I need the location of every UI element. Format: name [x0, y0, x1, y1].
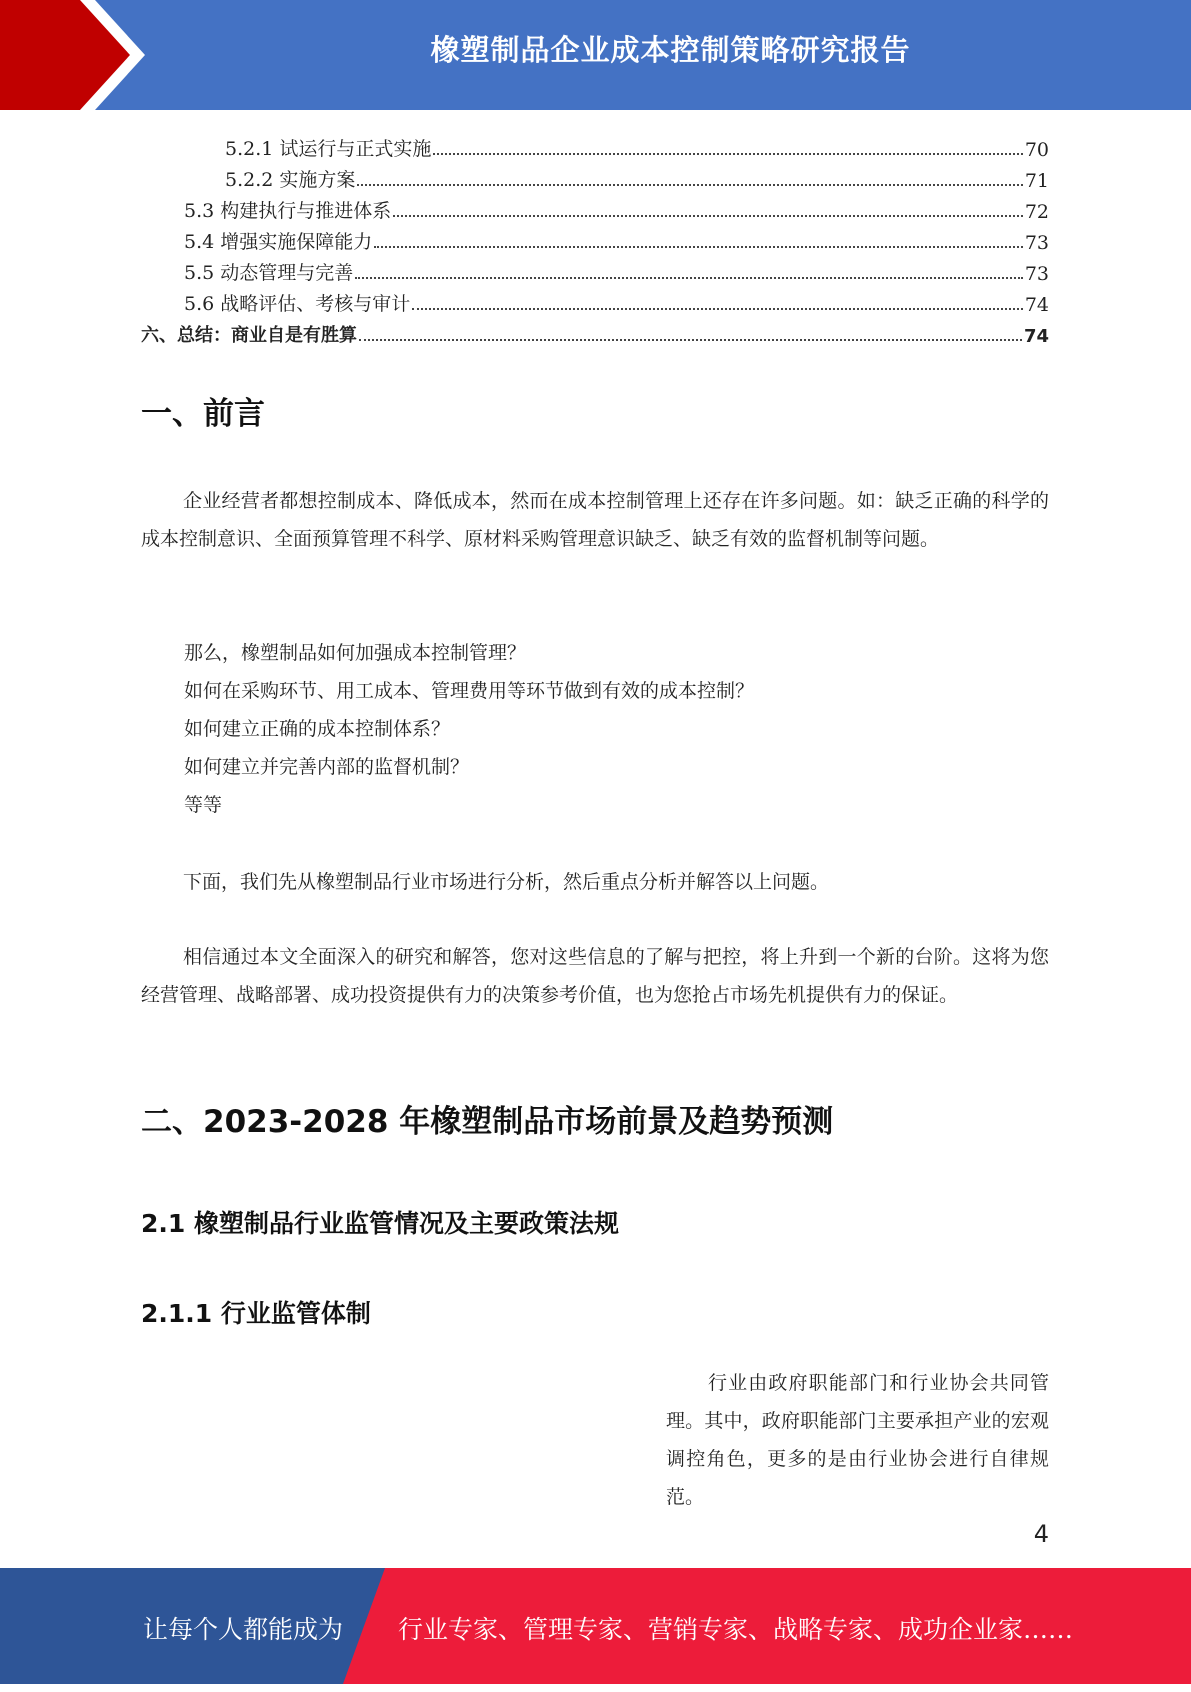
section-heading-market-outlook: 二、2023-2028 年橡塑制品市场前景及趋势预测	[141, 1104, 834, 1140]
toc-entry[interactable]	[141, 285, 1049, 316]
toc-entry-page: 74	[1023, 326, 1049, 347]
toc-entry-page: 70	[1024, 139, 1049, 161]
page-number: 4	[1033, 1520, 1049, 1548]
toc-entry[interactable]	[141, 130, 1049, 161]
toc-entry-label: 5.4 增强实施保障能力	[184, 231, 373, 253]
toc-entry-label: 5.2.2 实施方案	[225, 169, 356, 191]
toc-leader-dots	[359, 338, 1022, 341]
toc-entry-label: 5.6 战略评估、考核与审计	[184, 293, 411, 315]
toc-entry-label: 六、总结：商业自是有胜算	[141, 325, 357, 346]
subsection-heading-supervision: 2.1.1 行业监管体制	[141, 1299, 371, 1328]
page-header	[0, 0, 1191, 110]
toc-entry-label: 5.5 动态管理与完善	[184, 262, 354, 284]
toc-entry-label: 5.2.1 试运行与正式实施	[225, 138, 432, 160]
toc-entry-label: 5.3 构建执行与推进体系	[184, 200, 392, 222]
toc-entry-page: 71	[1024, 170, 1049, 192]
toc-leader-dots	[393, 214, 1023, 217]
subsection-heading-regulation: 2.1 橡塑制品行业监管情况及主要政策法规	[141, 1209, 619, 1238]
preface-paragraph-2: 下面，我们先从橡塑制品行业市场进行分析，然后重点分析并解答以上问题。	[183, 871, 830, 893]
section-heading-preface: 一、前言	[141, 396, 265, 432]
footer-slogan-right: 行业专家、管理专家、营销专家、战略专家、成功企业家……	[398, 1615, 1074, 1644]
question-item: 如何建立并完善内部的监督机制？	[184, 756, 470, 778]
toc-entry[interactable]	[141, 223, 1049, 254]
question-item: 那么，橡塑制品如何加强成本控制管理？	[184, 642, 527, 664]
question-item: 如何建立正确的成本控制体系？	[184, 718, 451, 740]
toc-leader-dots	[412, 307, 1023, 310]
toc-entry-page: 74	[1024, 294, 1049, 316]
footer-slogan-left: 让每个人都能成为	[143, 1615, 344, 1644]
toc-leader-dots	[355, 276, 1023, 279]
toc-entry-page: 72	[1024, 201, 1049, 223]
table-of-contents	[141, 130, 1049, 347]
toc-entry[interactable]	[141, 316, 1049, 347]
toc-entry[interactable]	[141, 192, 1049, 223]
preface-paragraph-3: 相信通过本文全面深入的研究和解答，您对这些信息的了解与把控，将上升到一个新的台阶。这将为您经营管理、战略部署、成功投资提供有力的决策参考价值，也为您抢占市场先机提供有力的保证。	[141, 946, 1049, 1006]
toc-entry[interactable]	[141, 254, 1049, 285]
question-item: 等等	[184, 794, 223, 816]
toc-leader-dots	[357, 183, 1022, 186]
toc-entry-page: 73	[1024, 232, 1049, 254]
toc-entry-page: 73	[1024, 263, 1049, 285]
supervision-paragraph: 行业由政府职能部门和行业协会共同管理。其中，政府职能部门主要承担产业的宏观调控角色，更多的是由行业协会进行自律规范。	[666, 1372, 1049, 1508]
header-arrow-decoration	[0, 0, 160, 110]
page-footer	[0, 1568, 1191, 1684]
report-title: 橡塑制品企业成本控制策略研究报告	[430, 33, 911, 67]
question-item: 如何在采购环节、用工成本、管理费用等环节做到有效的成本控制？	[184, 680, 755, 702]
preface-question-list	[184, 634, 754, 824]
toc-leader-dots	[374, 245, 1023, 248]
toc-entry[interactable]	[141, 161, 1049, 192]
preface-paragraph-1: 企业经营者都想控制成本、降低成本，然而在成本控制管理上还存在许多问题。如：缺乏正确的科学的成本控制意识、全面预算管理不科学、原材料采购管理意识缺乏、缺乏有效的监督机制等问题。	[141, 490, 1049, 550]
toc-leader-dots	[433, 152, 1022, 155]
